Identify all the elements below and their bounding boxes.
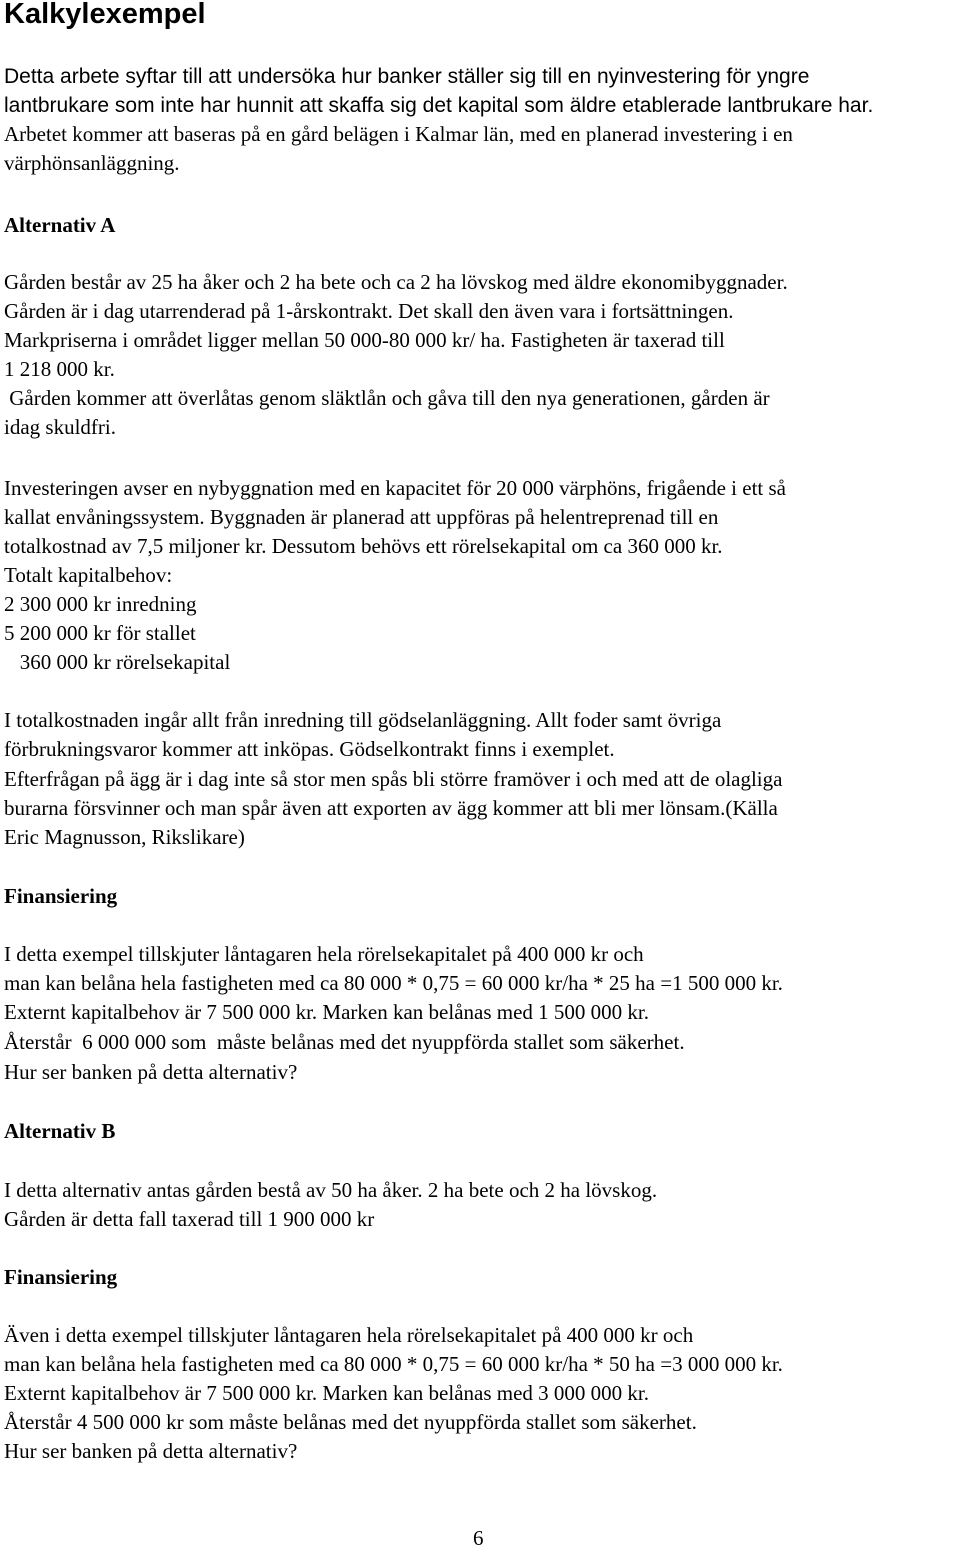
section-heading-finansiering-b: Finansiering — [4, 1265, 118, 1289]
page-title: Kalkylexempel — [4, 0, 206, 30]
alt-b-finance-line: man kan belåna hela fastigheten med ca 80 000 * 0,75 = 60 000 kr/ha * 50 ha =3 000 000 kr. — [4, 1352, 783, 1376]
alt-a-details-line: I totalkostnaden ingår allt från inredning till gödselanläggning. Allt foder samt övriga — [4, 708, 722, 732]
alt-a-description-line: Gården består av 25 ha åker och 2 ha bete och ca 2 ha lövskog med äldre ekonomibyggnader. — [4, 270, 788, 294]
intro-line: Arbetet kommer att baseras på en gård belägen i Kalmar län, med en planerad investering i en — [4, 122, 793, 146]
alt-a-investment-line: Investeringen avser en nybyggnation med en kapacitet för 20 000 värphöns, frigående i ett så — [4, 476, 786, 500]
intro-line: lantbrukare som inte har hunnit att skaffa sig det kapital som äldre etablerade lantbrukare har. — [4, 94, 874, 117]
alt-a-investment-line: kallat envåningssystem. Byggnaden är planerad att uppföras på helentreprenad till en — [4, 505, 719, 529]
alt-a-finance-line: man kan belåna hela fastigheten med ca 80 000 * 0,75 = 60 000 kr/ha * 25 ha =1 500 000 kr. — [4, 971, 783, 995]
alt-a-description-line: Markpriserna i området ligger mellan 50 000-80 000 kr/ ha. Fastigheten är taxerad till — [4, 328, 725, 352]
alt-a-investment-line: totalkostnad av 7,5 miljoner kr. Dessutom behövs ett rörelsekapital om ca 360 000 kr. — [4, 534, 723, 558]
alt-a-description-line: Gården är i dag utarrenderad på 1-årskontrakt. Det skall den även vara i fortsättningen. — [4, 299, 734, 323]
intro-line: värphönsanläggning. — [4, 151, 180, 175]
alt-a-description-line: 1 218 000 kr. — [4, 357, 115, 381]
alt-a-finance-line: Återstår 6 000 000 som måste belånas med det nyuppförda stallet som säkerhet. — [4, 1030, 685, 1054]
alt-a-investment-line: 5 200 000 kr för stallet — [4, 621, 196, 645]
section-heading-alternativ-b: Alternativ B — [4, 1119, 116, 1143]
alt-a-investment-line: 2 300 000 kr inredning — [4, 592, 197, 616]
alt-b-finance-line: Återstår 4 500 000 kr som måste belånas med det nyuppförda stallet som säkerhet. — [4, 1410, 697, 1434]
alt-a-finance-line: Hur ser banken på detta alternativ? — [4, 1060, 298, 1084]
intro-line: Detta arbete syftar till att undersöka hur banker ställer sig till en nyinvestering för yngre — [4, 65, 810, 88]
alt-b-finance-line: Externt kapitalbehov är 7 500 000 kr. Marken kan belånas med 3 000 000 kr. — [4, 1381, 650, 1405]
alt-a-finance-line: Externt kapitalbehov är 7 500 000 kr. Marken kan belånas med 1 500 000 kr. — [4, 1000, 650, 1024]
alt-a-details-line: burarna försvinner och man spår även att exporten av ägg kommer att bli mer lönsam.(Källa — [4, 796, 778, 820]
alt-a-details-line: förbrukningsvaror kommer att inköpas. Gödselkontrakt finns i exemplet. — [4, 737, 615, 761]
alt-a-description-line: Gården kommer att överlåtas genom släktlån och gåva till den nya generationen, gården är — [4, 386, 770, 410]
alt-a-finance-line: I detta exempel tillskjuter låntagaren hela rörelsekapitalet på 400 000 kr och — [4, 942, 644, 966]
section-heading-alternativ-a: Alternativ A — [4, 213, 116, 237]
section-heading-finansiering-a: Finansiering — [4, 884, 118, 908]
page-number: 6 — [473, 1526, 484, 1550]
alt-b-finance-line: Även i detta exempel tillskjuter låntagaren hela rörelsekapitalet på 400 000 kr och — [4, 1323, 694, 1347]
alt-b-description-line: Gården är detta fall taxerad till 1 900 000 kr — [4, 1207, 375, 1231]
alt-a-details-line: Eric Magnusson, Rikslikare) — [4, 825, 245, 849]
alt-a-investment-line: 360 000 kr rörelsekapital — [4, 650, 231, 674]
alt-a-details-line: Efterfrågan på ägg är i dag inte så stor men spås bli större framöver i och med att de olagliga — [4, 767, 783, 791]
alt-a-investment-line: Totalt kapitalbehov: — [4, 563, 173, 587]
alt-a-description-line: idag skuldfri. — [4, 415, 116, 439]
alt-b-description-line: I detta alternativ antas gården bestå av 50 ha åker. 2 ha bete och 2 ha lövskog. — [4, 1178, 658, 1202]
alt-b-finance-line: Hur ser banken på detta alternativ? — [4, 1439, 298, 1463]
